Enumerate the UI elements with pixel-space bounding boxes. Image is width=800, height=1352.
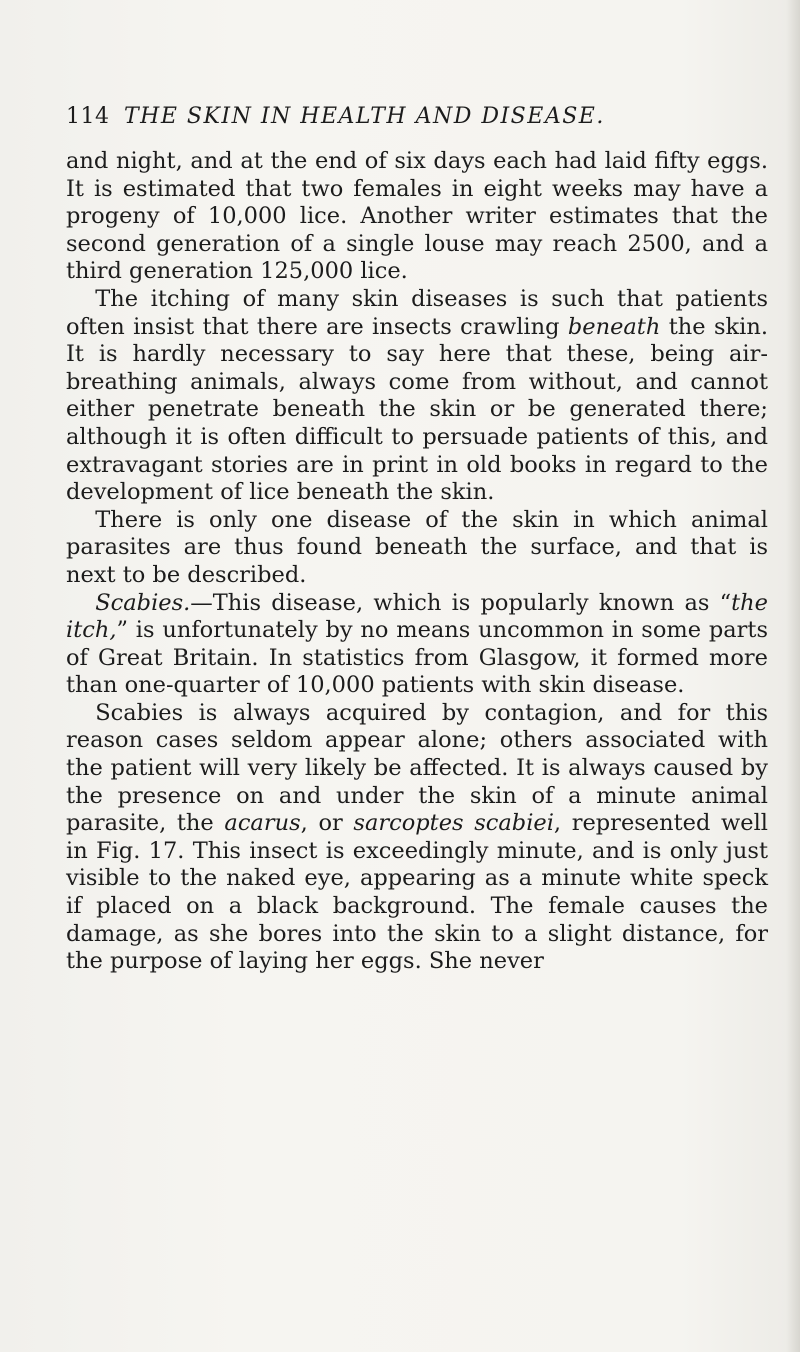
paragraph-2 [66, 286, 768, 507]
running-head [66, 104, 766, 129]
paragraph-2-after: the skin. It is hardly necessary to say here that these, being air-breathing animals, always come from without, and cannot either penetrate beneath the skin or be generated there; although it is often difficult to persuade patients of this, and extravagant stories are in print in old books in regard to the development of lice beneath the skin. [66, 313, 768, 506]
paragraph-4-part1: —This disease, which is popularly known as “ [190, 589, 732, 616]
paragraph-5-part1: Scabies is always acquired by contagion, and for this reason cases seldom appear alone; others associated with the patient will very likely be affected. It is always caused by the presence on and under the skin of a minute animal parasite, the [66, 699, 768, 837]
page-number: 114 [66, 104, 110, 129]
paragraph-1: and night, and at the end of six days each had laid fifty eggs. It is estimated that two females in eight weeks may have a progeny of 10,000 lice. Another writer estimates that the second generation of a single louse may reach 2500, and a third generation 125,000 lice. [66, 148, 768, 285]
paragraph-2-before: The itching of many skin diseases is such that patients often insist that there are insects crawling [66, 285, 768, 340]
paragraph-4-emphasis: the itch, [66, 589, 768, 644]
paragraph-5-emphasis-acarus: acarus [224, 810, 301, 837]
paragraph-5-part2: , or [300, 810, 354, 837]
paragraph-3: There is only one disease of the skin in which animal parasites are thus found beneath the surface, and that is next to be described. [66, 506, 768, 588]
paragraph-5-part3: , represented well in Fig. 17. This insect is exceedingly minute, and is only just visible to the naked eye, appearing as a minute white speck if placed on a black background. The female causes the damage, as she bores into the skin to a slight distance, for the purpose of laying her eggs. She never [66, 810, 768, 975]
paragraph-2-emphasis: beneath [567, 313, 661, 340]
paragraph-4 [66, 590, 768, 700]
page-edge-shadow [786, 0, 800, 1352]
paragraph-5 [66, 700, 768, 976]
paragraph-4-part2: ” is unfortunately by no means uncommon in some parts of Great Britain. In statistics from Glasgow, it formed more than one-quarter of 10,000 patients with skin disease. [66, 617, 768, 699]
paragraph-5-emphasis-sarcoptes: sarcoptes scabiei [353, 810, 554, 837]
section-heading-scabies: Scabies. [95, 589, 191, 616]
body-text [66, 148, 768, 976]
running-title: THE SKIN IN HEALTH AND DISEASE. [124, 104, 605, 129]
